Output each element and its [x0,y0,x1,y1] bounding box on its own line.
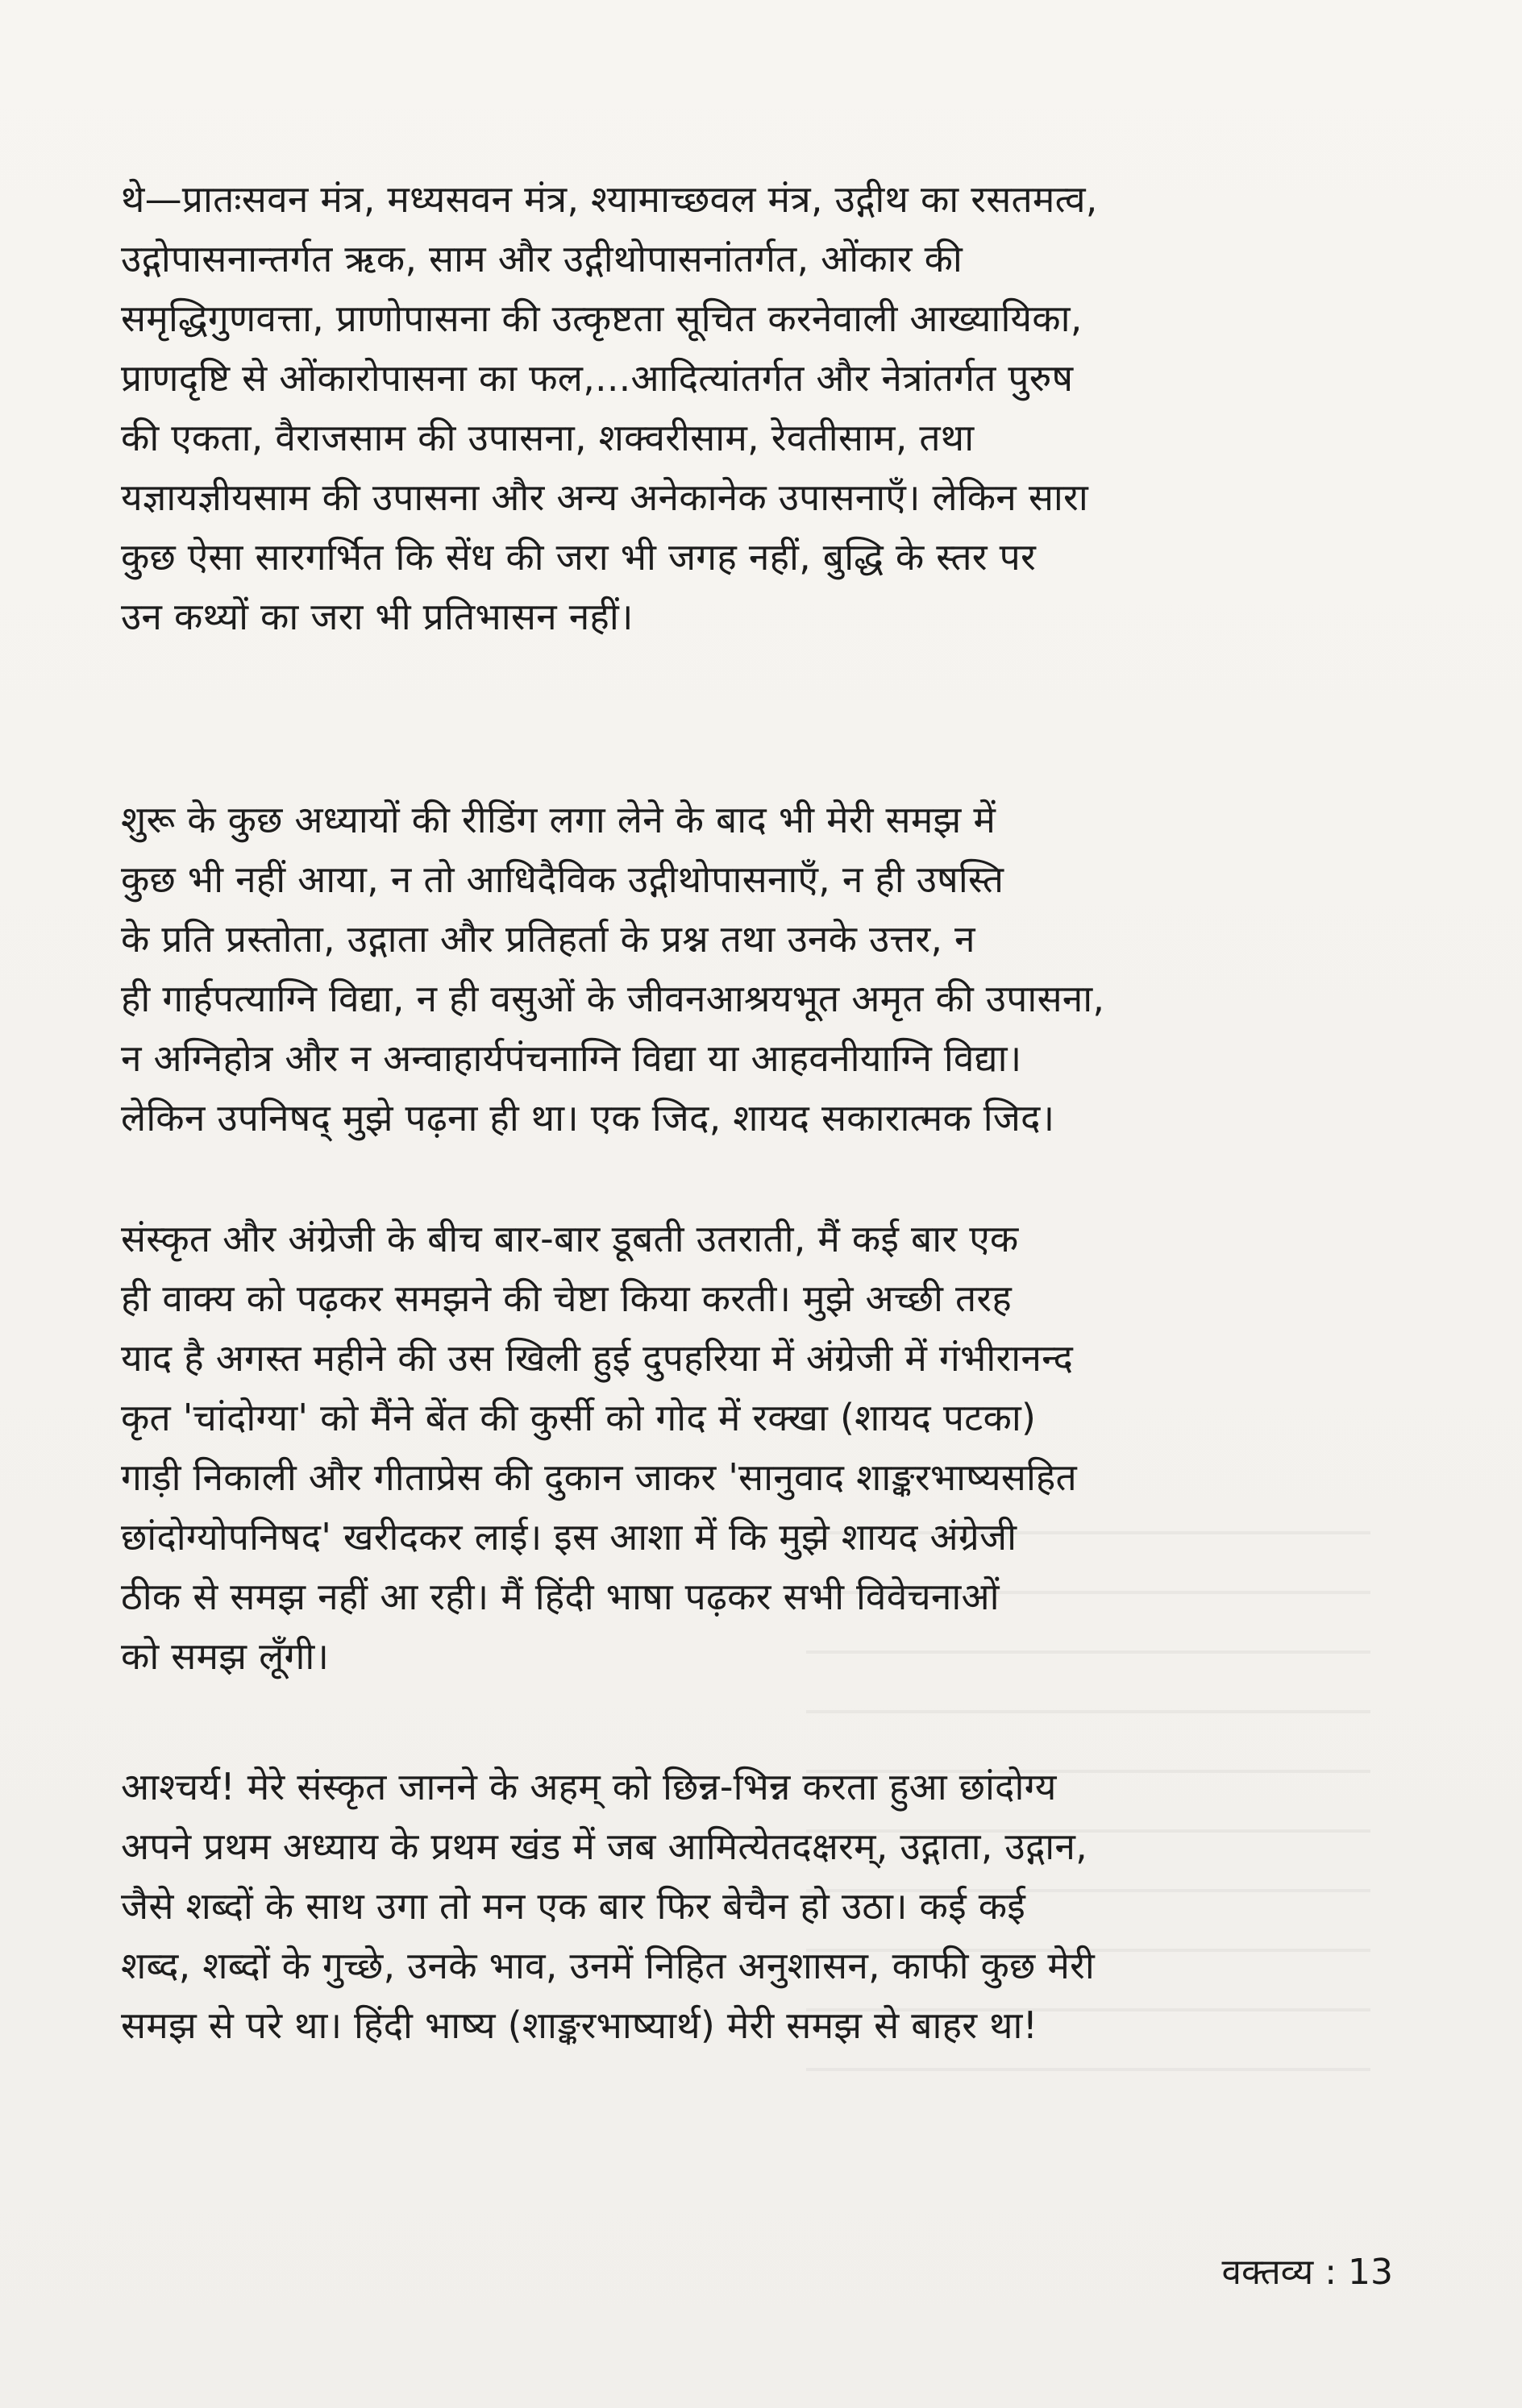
text-line: शब्द, शब्दों के गुच्छे, उनके भाव, उनमें निहित अनुशासन, काफी कुछ मेरी [121,1944,1095,1987]
text-line: समृद्धिगुणवत्ता, प्राणोपासना की उत्कृष्टता सूचित करनेवाली आख्यायिका, [121,297,1083,340]
text-line: थे—प्रातःसवन मंत्र, मध्यसवन मंत्र, श्यामाच्छवल मंत्र, उद्गीथ का रसतमत्व, [121,177,1098,221]
paragraph-4 [121,1757,1379,2055]
text-line: प्राणदृष्टि से ओंकारोपासना का फल,...आदित्यांतर्गत और नेत्रांतर्गत पुरुष [121,356,1074,400]
text-line: उन कथ्यों का जरा भी प्रतिभासन नहीं। [121,595,634,638]
paragraph-1 [121,169,1379,646]
text-line: कुछ भी नहीं आया, न तो आधिदैविक उद्गीथोपासनाएँ, न ही उषस्ति [121,857,1004,901]
text-line: आश्चर्य! मेरे संस्कृत जानने के अहम् को छिन्न-भिन्न करता हुआ छांदोग्य [121,1765,1057,1808]
text-line: के प्रति प्रस्तोता, उद्गाता और प्रतिहर्ता के प्रश्न तथा उनके उत्तर, न [121,917,975,961]
paragraph-2 [121,790,1379,1148]
text-line: छांदोग्योपनिषद' खरीदकर लाई। इस आशा में कि मुझे शायद अंग्रेजी [121,1515,1017,1559]
text-line: समझ से परे था। हिंदी भाष्य (शाङ्करभाष्यार्थ) मेरी समझ से बाहर था! [121,2003,1038,2047]
text-line: न अग्निहोत्र और न अन्वाहार्यपंचनाग्नि विद्या या आहवनीयाग्नि विद्या। [121,1036,1022,1080]
text-line: अपने प्रथम अध्याय के प्रथम खंड में जब आमित्येतदक्षरम्, उद्गाता, उद्गान, [121,1825,1087,1868]
text-line: ही वाक्य को पढ़कर समझने की चेष्टा किया करती। मुझे अच्छी तरह [121,1277,1013,1320]
text-line: कृत 'चांदोग्या' को मैंने बेंत की कुर्सी को गोद में रक्खा (शायद पटका) [121,1396,1037,1439]
text-line: उद्गोपासनान्तर्गत ऋक, साम और उद्गीथोपासनांतर्गत, ओंकार की [121,237,963,280]
text-line: लेकिन उपनिषद् मुझे पढ़ना ही था। एक जिद, शायद सकारात्मक जिद। [121,1096,1055,1140]
text-line: संस्कृत और अंग्रेजी के बीच बार-बार डूबती उतराती, मैं कई बार एक [121,1217,1019,1260]
page-footer: वक्तव्य : 13 [1221,2252,1393,2293]
text-line: को समझ लूँगी। [121,1634,330,1678]
text-line: यज्ञायज्ञीयसाम की उपासना और अन्य अनेकानेक उपासनाएँ। लेकिन सारा [121,475,1088,519]
text-line: शुरू के कुछ अध्यायों की रीडिंग लगा लेने के बाद भी मेरी समझ में [121,798,996,841]
text-line: ठीक से समझ नहीं आ रही। मैं हिंदी भाषा पढ़कर सभी विवेचनाओं [121,1575,1000,1618]
text-line: याद है अगस्त महीने की उस खिली हुई दुपहरिया में अंग्रेजी में गंभीरानन्द [121,1336,1074,1380]
paragraph-3 [121,1209,1379,1686]
text-line: की एकता, वैराजसाम की उपासना, शक्वरीसाम, रेवतीसाम, तथा [121,416,975,459]
text-line: गाड़ी निकाली और गीताप्रेस की दुकान जाकर 'सानुवाद शाङ्करभाष्यसहित [121,1455,1077,1499]
text-line: जैसे शब्दों के साथ उगा तो मन एक बार फिर बेचैन हो उठा। कई कई [121,1884,1026,1928]
text-line: ही गार्हपत्याग्नि विद्या, न ही वसुओं के जीवनआश्रयभूत अमृत की उपासना, [121,977,1105,1020]
text-line: कुछ ऐसा सारगर्भित कि सेंध की जरा भी जगह नहीं, बुद्धि के स्तर पर [121,535,1036,579]
